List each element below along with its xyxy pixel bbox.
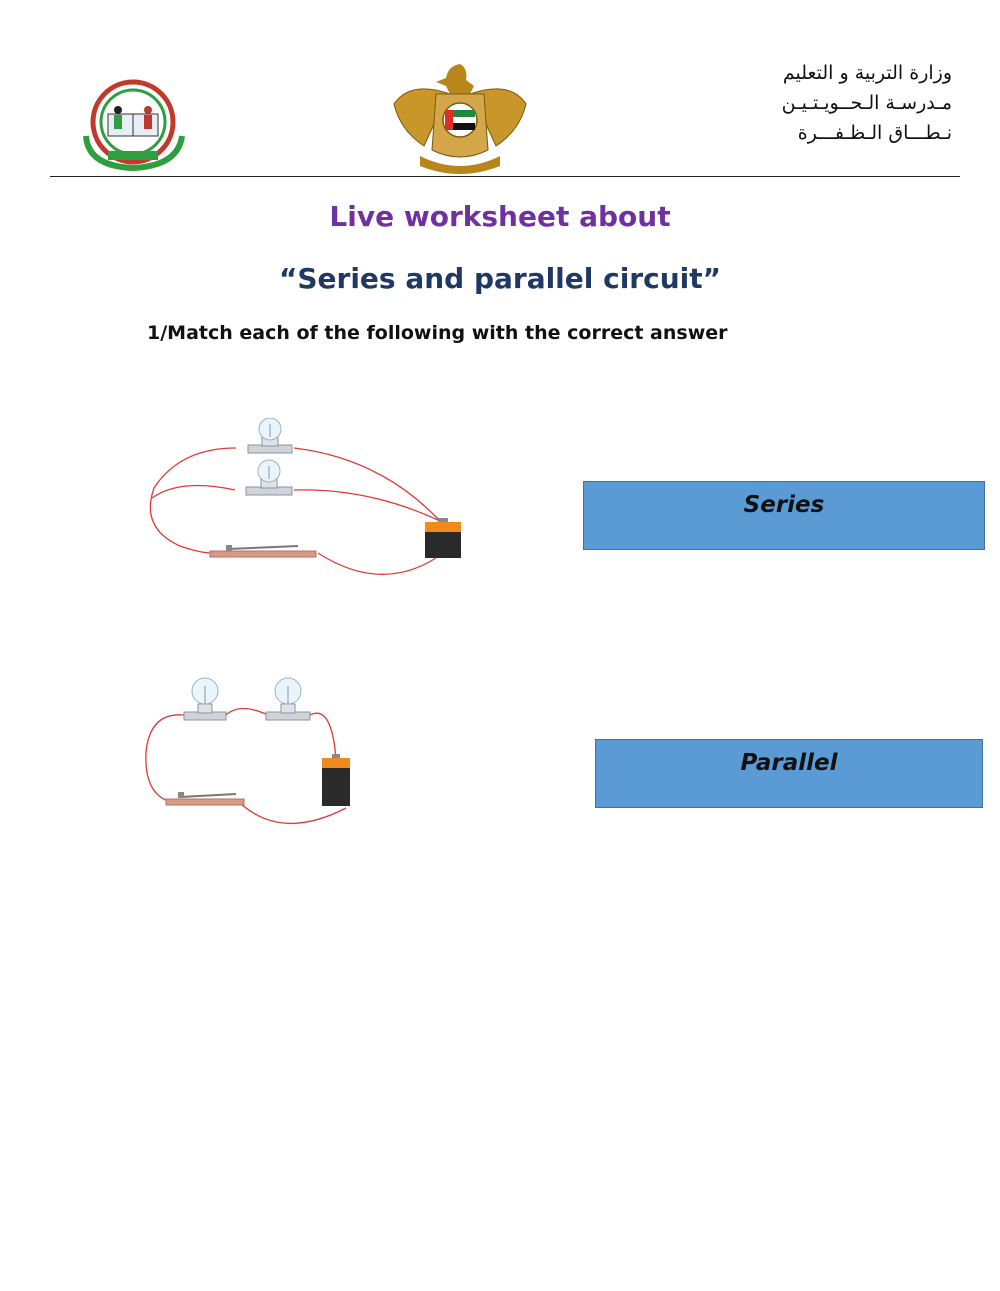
question-instruction: 1/Match each of the following with the correct answer xyxy=(147,322,728,344)
header-line-school: مـدرسـة الـحــويـتـيـن xyxy=(781,92,952,114)
battery-icon xyxy=(425,518,461,558)
header-line-ministry: وزارة التربية و التعليم xyxy=(782,62,952,84)
switch-icon xyxy=(210,545,316,557)
worksheet-title: Live worksheet about xyxy=(329,200,671,233)
parallel-circuit-image[interactable] xyxy=(140,418,480,583)
answer-box-series[interactable] xyxy=(583,481,985,550)
uae-eagle-emblem-icon xyxy=(390,60,530,175)
answer-label-parallel: Parallel xyxy=(740,750,838,776)
bulb-icon xyxy=(184,678,226,720)
ministry-header xyxy=(632,58,952,148)
bulb-icon xyxy=(248,418,292,453)
worksheet-subtitle: “Series and parallel circuit” xyxy=(278,262,722,295)
school-logo-icon xyxy=(78,76,188,172)
bulb-icon xyxy=(266,678,310,720)
switch-icon xyxy=(166,792,244,805)
answer-box-parallel[interactable] xyxy=(595,739,983,808)
answer-label-series: Series xyxy=(743,492,825,518)
header-line-region: نـطـــاق الـظـفـــرة xyxy=(797,122,952,144)
header-divider xyxy=(50,176,960,177)
battery-icon xyxy=(322,754,350,806)
series-circuit-image[interactable] xyxy=(140,672,370,837)
bulb-icon xyxy=(246,460,292,495)
